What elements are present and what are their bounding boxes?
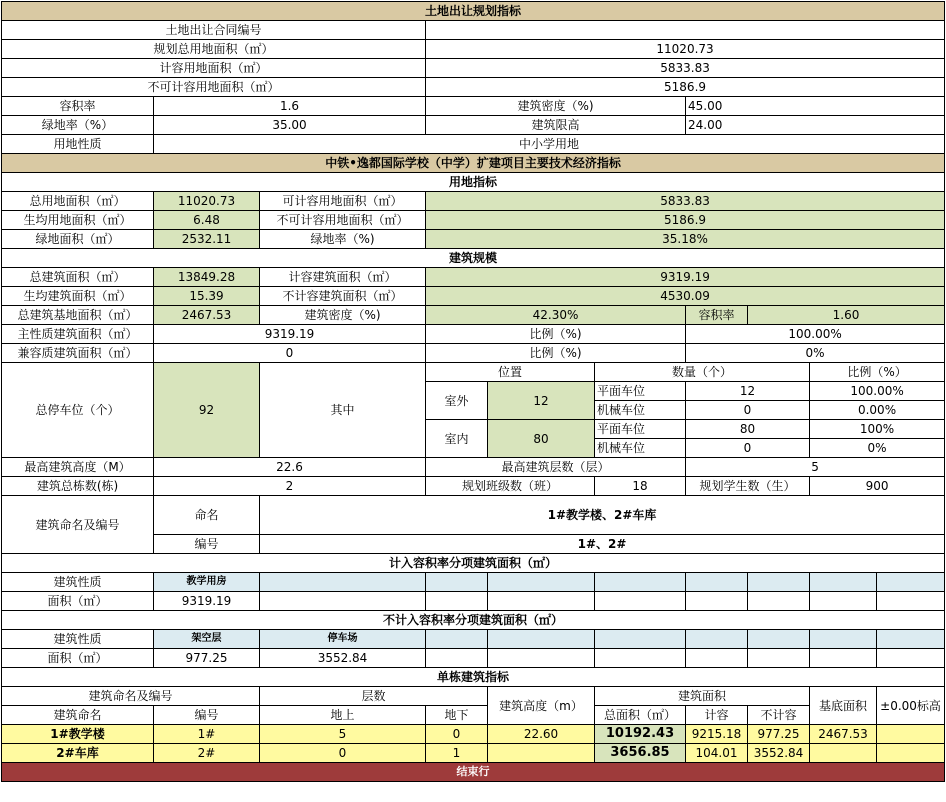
far-area-3 xyxy=(426,592,488,611)
far-area-8 xyxy=(810,592,877,611)
far-area-label: 面积（㎡） xyxy=(2,592,154,611)
scale-far-label: 容积率 xyxy=(686,306,748,325)
per-gfa-value: 15.39 xyxy=(154,287,260,306)
total-area-label: 规划总用地面积（㎡） xyxy=(2,40,426,59)
main-gfa-value: 9319.19 xyxy=(154,325,426,344)
main-gfa-label: 主性质建筑面积（㎡） xyxy=(2,325,154,344)
outdoor-mech-ratio: 0.00% xyxy=(810,401,945,420)
single-code-col: 编号 xyxy=(154,706,260,725)
far-area-7 xyxy=(748,592,810,611)
site-total-value: 11020.73 xyxy=(154,192,260,211)
max-floors-value: 5 xyxy=(686,458,945,477)
single-area-header: 建筑面积 xyxy=(595,687,810,706)
far-area-4 xyxy=(488,592,595,611)
parking-of-which: 其中 xyxy=(260,363,426,458)
row1-below: 0 xyxy=(426,725,488,744)
per-gfa-label: 生均建筑面积（㎡） xyxy=(2,287,154,306)
classes-label: 规划班级数（班） xyxy=(426,477,595,496)
students-label: 规划学生数（生） xyxy=(686,477,810,496)
far-area-label: 计容用地面积（㎡） xyxy=(2,59,426,78)
site-total-label: 总用地面积（㎡） xyxy=(2,192,154,211)
site-far-value: 5833.83 xyxy=(426,192,945,211)
row1-height: 22.60 xyxy=(488,725,595,744)
height-limit-label: 建筑限高 xyxy=(426,116,686,135)
indicator-sheet xyxy=(1,1,945,782)
single-far-col: 计容 xyxy=(686,706,748,725)
single-naming-header: 建筑命名及编号 xyxy=(2,687,260,706)
row2-level xyxy=(877,744,945,763)
single-above-col: 地上 xyxy=(260,706,426,725)
parking-total-value: 92 xyxy=(154,363,260,458)
indoor-flat-value: 80 xyxy=(686,420,810,439)
far-type-9 xyxy=(877,573,945,592)
far-area-9 xyxy=(877,592,945,611)
site-nonfar-value: 5186.9 xyxy=(426,211,945,230)
max-height-value: 22.6 xyxy=(154,458,426,477)
far-type-6 xyxy=(686,573,748,592)
parking-position-header: 位置 xyxy=(426,363,595,382)
nonfar-area-5 xyxy=(595,649,686,668)
density-label: 建筑密度（%) xyxy=(426,97,686,116)
land-use-label: 用地性质 xyxy=(2,135,154,154)
row1-far: 9215.18 xyxy=(686,725,748,744)
density-value: 45.00 xyxy=(686,97,945,116)
classes-value: 18 xyxy=(595,477,686,496)
single-height-header: 建筑高度（m） xyxy=(488,687,595,725)
nonfar-type-1: 架空层 xyxy=(154,630,260,649)
row1-name: 1#教学楼 xyxy=(2,725,154,744)
far-area-value: 5833.83 xyxy=(426,59,945,78)
nonfar-gfa-value: 4530.09 xyxy=(426,287,945,306)
row2-below: 1 xyxy=(426,744,488,763)
far-area-5 xyxy=(595,592,686,611)
row1-nonfar: 977.25 xyxy=(748,725,810,744)
outdoor-mech-label: 机械车位 xyxy=(595,401,686,420)
land-use-value: 中小学用地 xyxy=(154,135,945,154)
indoor-flat-label: 平面车位 xyxy=(595,420,686,439)
row1-above: 5 xyxy=(260,725,426,744)
far-gfa-label: 计容建筑面积（㎡） xyxy=(260,268,426,287)
contract-value xyxy=(426,21,945,40)
far-value: 1.6 xyxy=(154,97,426,116)
row2-height xyxy=(488,744,595,763)
nonfar-items-title: 不计入容积率分项建筑面积（㎡） xyxy=(2,611,945,630)
indoor-mech-value: 0 xyxy=(686,439,810,458)
far-type-4 xyxy=(488,573,595,592)
bldg-count-value: 2 xyxy=(154,477,426,496)
indoor-value: 80 xyxy=(488,420,595,458)
green-label: 绿地率（%） xyxy=(2,116,154,135)
outdoor-flat-value: 12 xyxy=(686,382,810,401)
row1-total: 10192.43 xyxy=(595,725,686,744)
nonfar-area-9 xyxy=(877,649,945,668)
nonfar-area-8 xyxy=(810,649,877,668)
single-level-header: ±0.00标高 xyxy=(877,687,945,725)
row2-nonfar: 3552.84 xyxy=(748,744,810,763)
far-gfa-value: 9319.19 xyxy=(426,268,945,287)
nonfar-area-label2: 面积（㎡） xyxy=(2,649,154,668)
total-area-value: 11020.73 xyxy=(426,40,945,59)
indoor-label: 室内 xyxy=(426,420,488,458)
nonfar-type-4 xyxy=(488,630,595,649)
land-title: 土地出让规划指标 xyxy=(2,2,945,21)
nonfar-type-6 xyxy=(686,630,748,649)
nonfar-type-8 xyxy=(810,630,877,649)
site-nonfar-label: 不可计容用地面积（㎡） xyxy=(260,211,426,230)
nonfar-area-6 xyxy=(686,649,748,668)
codes-value: 1#、2# xyxy=(260,535,945,554)
row2-name: 2#车库 xyxy=(2,744,154,763)
contract-label: 土地出让合同编号 xyxy=(2,21,426,40)
row1-base: 2467.53 xyxy=(810,725,877,744)
outdoor-flat-label: 平面车位 xyxy=(595,382,686,401)
nonfar-area-4 xyxy=(488,649,595,668)
nonfar-type-5 xyxy=(595,630,686,649)
far-items-title: 计入容积率分项建筑面积（㎡） xyxy=(2,554,945,573)
single-total-col: 总面积（㎡） xyxy=(595,706,686,725)
naming-label: 建筑命名及编号 xyxy=(2,496,154,554)
single-floors-header: 层数 xyxy=(260,687,488,706)
site-per-label: 生均用地面积（㎡） xyxy=(2,211,154,230)
green-area-value: 2532.11 xyxy=(154,230,260,249)
nonfar-gfa-label: 不计容建筑面积（㎡） xyxy=(260,287,426,306)
table-row xyxy=(2,744,945,763)
nonfar-area-label: 不可计容用地面积（㎡） xyxy=(2,78,426,97)
nonfar-type-9 xyxy=(877,630,945,649)
base-area-value: 2467.53 xyxy=(154,306,260,325)
students-value: 900 xyxy=(810,477,945,496)
single-base-header: 基底面积 xyxy=(810,687,877,725)
far-area-6 xyxy=(686,592,748,611)
outdoor-value: 12 xyxy=(488,382,595,420)
height-limit-value: 24.00 xyxy=(686,116,945,135)
gfa-value: 13849.28 xyxy=(154,268,260,287)
nonfar-type-3 xyxy=(426,630,488,649)
green-rate-label: 绿地率（%) xyxy=(260,230,426,249)
far-type-5 xyxy=(595,573,686,592)
bldg-count-label: 建筑总栋数(栋) xyxy=(2,477,154,496)
indoor-mech-ratio: 0% xyxy=(810,439,945,458)
scale-density-label: 建筑密度（%) xyxy=(260,306,426,325)
single-title: 单栋建筑指标 xyxy=(2,668,945,687)
compat-gfa-value: 0 xyxy=(154,344,426,363)
far-type-1: 教学用房 xyxy=(154,573,260,592)
compat-ratio-label: 比例（%) xyxy=(426,344,686,363)
main-ratio-label: 比例（%) xyxy=(426,325,686,344)
far-type-3 xyxy=(426,573,488,592)
nonfar-area-1: 977.25 xyxy=(154,649,260,668)
site-far-label: 可计容用地面积（㎡） xyxy=(260,192,426,211)
nonfar-area-7 xyxy=(748,649,810,668)
parking-ratio-header: 比例（%） xyxy=(810,363,945,382)
max-floors-label: 最高建筑层数（层） xyxy=(426,458,686,477)
nonfar-area-2: 3552.84 xyxy=(260,649,426,668)
site-per-value: 6.48 xyxy=(154,211,260,230)
row2-code: 2# xyxy=(154,744,260,763)
indoor-mech-label: 机械车位 xyxy=(595,439,686,458)
nonfar-type-7 xyxy=(748,630,810,649)
far-type-7 xyxy=(748,573,810,592)
name-label: 命名 xyxy=(154,496,260,535)
green-rate-value: 35.18% xyxy=(426,230,945,249)
nonfar-type-2: 停车场 xyxy=(260,630,426,649)
compat-ratio-value: 0% xyxy=(686,344,945,363)
row1-level xyxy=(877,725,945,744)
nonfar-area-value: 5186.9 xyxy=(426,78,945,97)
single-nonfar-col: 不计容 xyxy=(748,706,810,725)
nonfar-area-3 xyxy=(426,649,488,668)
project-title: 中铁•逸都国际学校（中学）扩建项目主要技术经济指标 xyxy=(2,154,945,173)
scale-title: 建筑规模 xyxy=(2,249,945,268)
green-value: 35.00 xyxy=(154,116,426,135)
outdoor-mech-value: 0 xyxy=(686,401,810,420)
far-type-2 xyxy=(260,573,426,592)
code-label: 编号 xyxy=(154,535,260,554)
far-type-label: 建筑性质 xyxy=(2,573,154,592)
names-value: 1#教学楼、2#车库 xyxy=(260,496,945,535)
base-area-label: 总建筑基地面积（㎡） xyxy=(2,306,154,325)
row2-base xyxy=(810,744,877,763)
row2-far: 104.01 xyxy=(686,744,748,763)
scale-density-value: 42.30% xyxy=(426,306,686,325)
parking-total-label: 总停车位（个） xyxy=(2,363,154,458)
max-height-label: 最高建筑高度（M） xyxy=(2,458,154,477)
single-below-col: 地下 xyxy=(426,706,488,725)
compat-gfa-label: 兼容质建筑面积（㎡） xyxy=(2,344,154,363)
end-row: 结束行 xyxy=(2,763,945,782)
scale-far-value: 1.60 xyxy=(748,306,945,325)
green-area-label: 绿地面积（㎡） xyxy=(2,230,154,249)
far-area-1: 9319.19 xyxy=(154,592,260,611)
single-name-col: 建筑命名 xyxy=(2,706,154,725)
gfa-label: 总建筑面积（㎡） xyxy=(2,268,154,287)
table-row xyxy=(2,725,945,744)
site-title: 用地指标 xyxy=(2,173,945,192)
row1-code: 1# xyxy=(154,725,260,744)
parking-qty-header: 数量（个） xyxy=(595,363,810,382)
outdoor-label: 室外 xyxy=(426,382,488,420)
main-ratio-value: 100.00% xyxy=(686,325,945,344)
indoor-flat-ratio: 100% xyxy=(810,420,945,439)
far-area-2 xyxy=(260,592,426,611)
row2-above: 0 xyxy=(260,744,426,763)
far-type-8 xyxy=(810,573,877,592)
outdoor-flat-ratio: 100.00% xyxy=(810,382,945,401)
far-label: 容积率 xyxy=(2,97,154,116)
nonfar-type-label: 建筑性质 xyxy=(2,630,154,649)
row2-total: 3656.85 xyxy=(595,744,686,763)
